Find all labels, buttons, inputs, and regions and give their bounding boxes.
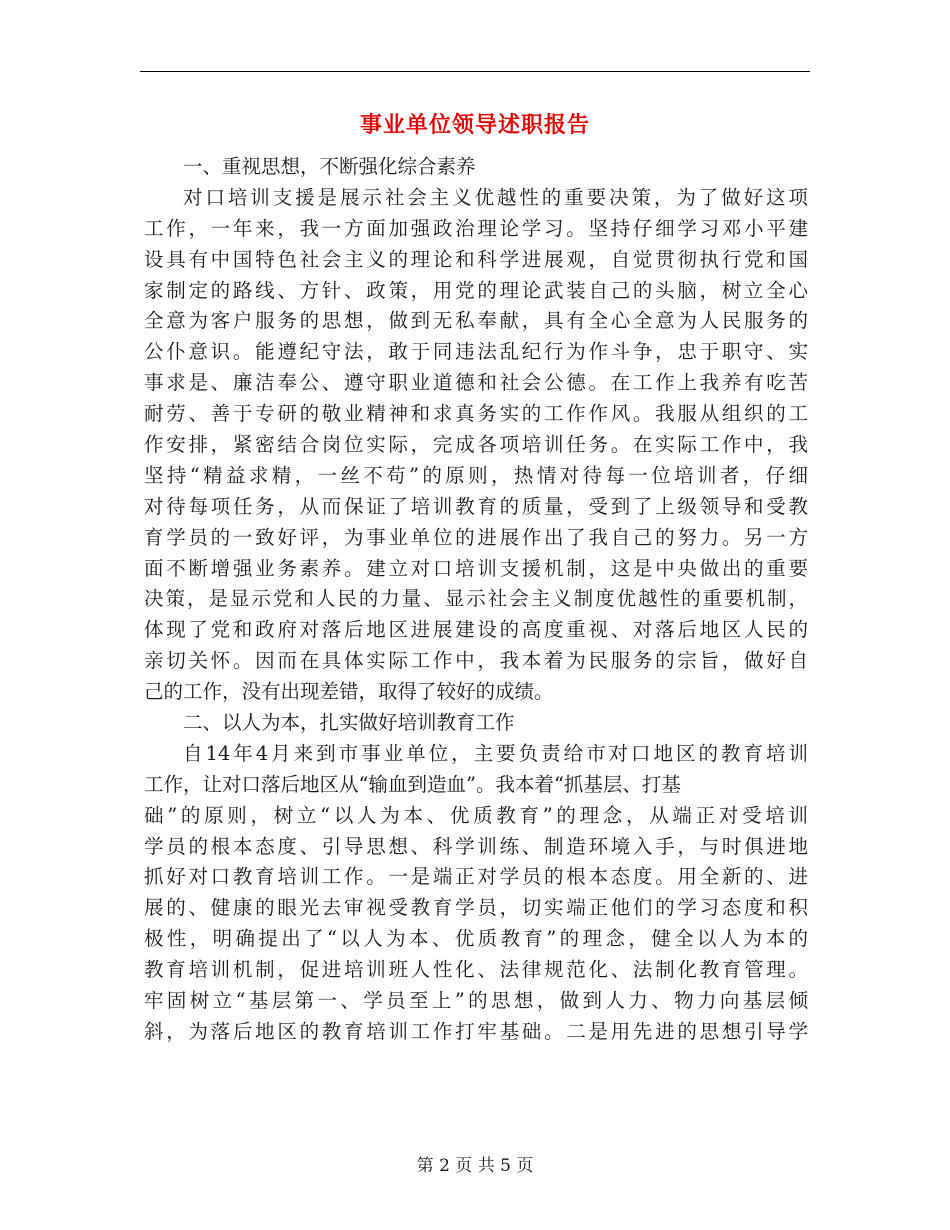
text-line: 己的工作，没有出现差错，取得了较好的成绩。 — [144, 680, 554, 704]
text-line: 作安排，紧密结合岗位实际，完成各项培训任务。在实际工作中，我 — [144, 433, 808, 457]
text-line: 对口培训支援是展示社会主义优越性的重要决策，为了做好这项 — [183, 185, 808, 209]
document-title: 事业单位领导述职报告 — [359, 112, 590, 138]
text-line: 亲切关怀。因而在具体实际工作中，我本着为民服务的宗旨，做好自 — [144, 649, 808, 673]
text-line: 础”的原则，树立“以人为本、优质教育”的理念，从端正对受培训 — [144, 803, 808, 827]
text-line: 斜，为落后地区的教育培训工作打牢基础。二是用先进的思想引导学 — [144, 1019, 808, 1043]
text-line: 二、以人为本，扎实做好培训教育工作 — [183, 711, 515, 735]
text-line: 设具有中国特色社会主义的理论和科学进展观，自觉贯彻执行党和国 — [144, 247, 808, 271]
document-body — [144, 152, 808, 1048]
text-line: 面不断增强业务素养。建立对口培训支援机制，这是中央做出的重要 — [144, 556, 808, 580]
text-line: 展的、健康的眼光去审视受教育学员，切实端正他们的学习态度和积 — [144, 896, 808, 920]
text-line: 工作，一年来，我一方面加强政治理论学习。坚持仔细学习邓小平建 — [144, 216, 808, 240]
header-rule — [140, 71, 810, 72]
text-line: 学员的根本态度、引导思想、科学训练、制造环境入手，与时俱进地 — [144, 834, 808, 858]
text-line: 体现了党和政府对落后地区进展建设的高度重视、对落后地区人民的 — [144, 618, 808, 642]
text-line: 家制定的路线、方针、政策，用党的理论武装自己的头脑，树立全心 — [144, 278, 808, 302]
text-line: 公仆意识。能遵纪守法，敢于同违法乱纪行为作斗争，忠于职守、实 — [144, 340, 808, 364]
text-line: 一、重视思想，不断强化综合素养 — [183, 155, 476, 178]
text-line: 抓好对口教育培训工作。一是端正对学员的根本态度。用全新的、进 — [144, 865, 808, 889]
text-line: 坚持“精益求精，一丝不苟”的原则，热情对待每一位培训者，仔细 — [144, 463, 808, 487]
text-line: 耐劳、善于专研的敬业精神和求真务实的工作作风。我服从组织的工 — [144, 402, 808, 426]
text-line: 极性，明确提出了“以人为本、优质教育”的理念，健全以人为本的 — [144, 927, 808, 951]
page-footer: 第 2 页 共 5 页 — [416, 1156, 534, 1176]
text-line: 自14年4月来到市事业单位，主要负责给市对口地区的教育培训 — [183, 741, 808, 765]
text-line: 对待每项任务，从而保证了培训教育的质量，受到了上级领导和受教 — [144, 494, 808, 518]
text-line: 决策，是显示党和人民的力量、显示社会主义制度优越性的重要机制， — [144, 587, 808, 611]
text-line: 全意为客户服务的思想，做到无私奉献，具有全心全意为人民服务的 — [144, 309, 808, 333]
text-line: 育学员的一致好评，为事业单位的进展作出了我自己的努力。另一方 — [144, 525, 808, 549]
text-line: 事求是、廉洁奉公、遵守职业道德和社会公德。在工作上我养有吃苦 — [144, 371, 808, 395]
text-line: 牢固树立“基层第一、学员至上”的思想，做到人力、物力向基层倾 — [144, 989, 808, 1013]
text-line: 教育培训机制，促进培训班人性化、法律规范化、法制化教育管理。 — [144, 958, 808, 982]
text-line: 工作，让对口落后地区从“输血到造血”。我本着“抓基层、打基 — [144, 772, 681, 796]
